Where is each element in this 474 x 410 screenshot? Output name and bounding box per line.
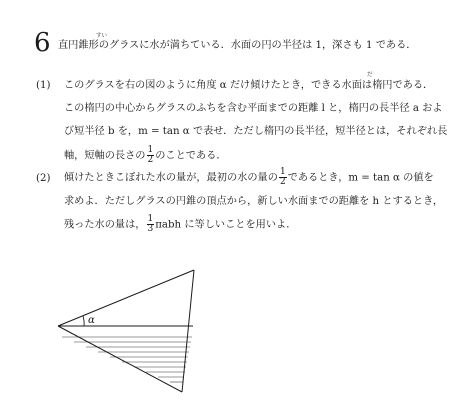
part2-line3-text-a: 残った水の量は，	[64, 219, 146, 231]
cone-outline	[58, 270, 194, 392]
part1-label: (1)	[36, 80, 51, 91]
part1-line4-text-a: 軸，短軸の長さの	[64, 150, 146, 162]
part1-line3: び短半径 b を，m = tan α で表せ．ただし楕円の長半径，短半径とは，それぞれ長	[64, 126, 448, 137]
problem-statement: 直円錐形のグラスに水が満ちている．水面の円の半径は 1，深さも 1 である．	[58, 40, 417, 51]
part1-ruby: だ	[367, 72, 373, 78]
statement-ruby: すい	[96, 33, 108, 39]
fraction-numerator: 1	[279, 167, 286, 177]
water-hatching	[62, 337, 192, 382]
part2-label: (2)	[36, 173, 51, 184]
angle-label: α	[88, 315, 95, 326]
part2-line1-text-a: 傾けたときこぼれた水の量が，最初の水の量の	[64, 172, 278, 184]
part1-line4-text-b: のことである．	[155, 150, 227, 162]
fraction-denominator: 3	[147, 224, 154, 234]
part2-line2: 求めよ．ただしグラスの円錐の頂点から，新しい水面までの距離を h とするとき，	[64, 196, 444, 207]
angle-arc	[83, 316, 84, 326]
problem-number: 6	[34, 28, 51, 58]
part2-line1-text-b: であるとき，m = tan α の値を	[287, 172, 434, 184]
part1-line1: このグラスを右の図のように角度 α だけ傾けたとき，できる水面は楕円である．	[64, 80, 434, 91]
fraction-denominator: 2	[279, 177, 286, 187]
fraction-numerator: 1	[147, 214, 154, 224]
fraction-numerator: 1	[147, 145, 154, 155]
fraction-denominator: 2	[147, 155, 154, 165]
part1-line2: この楕円の中心からグラスのふちを含む平面までの距離 l と，楕円の長半径 a およ	[64, 103, 443, 114]
part2-line3-text-b: πabh に等しいことを用いよ．	[155, 219, 297, 231]
